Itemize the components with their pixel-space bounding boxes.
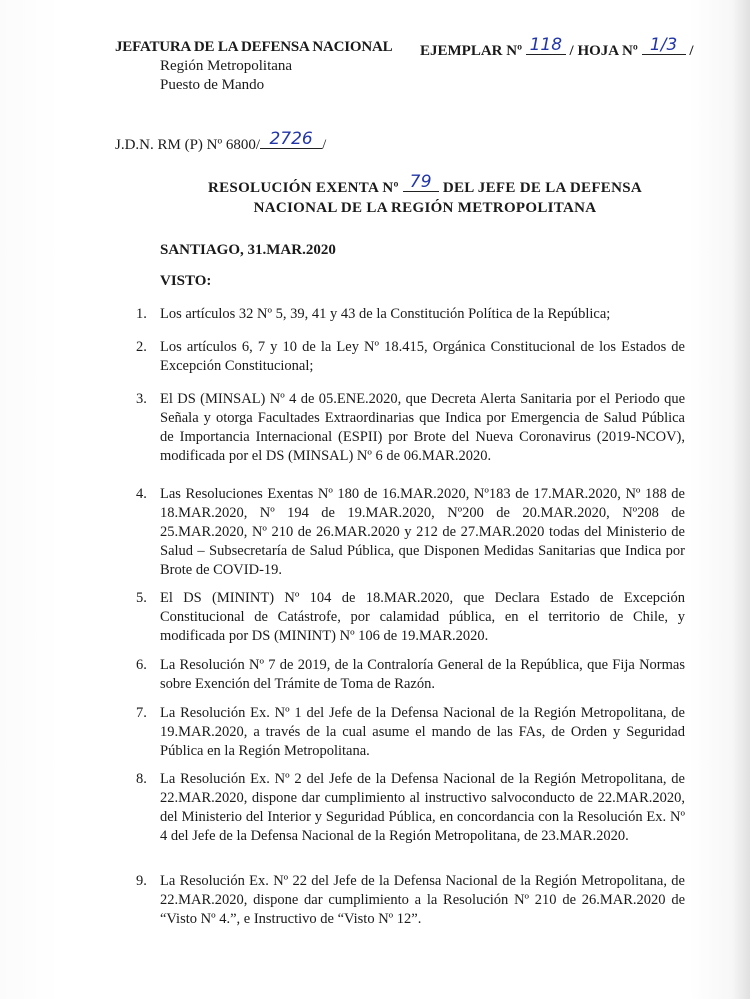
- item-number: 1.: [136, 306, 147, 322]
- item-number: 3.: [136, 391, 147, 407]
- resolution-title-suffix: DEL JEFE DE LA DEFENSA: [442, 180, 642, 196]
- reference-suffix: /: [322, 137, 327, 153]
- reference-prefix: J.D.N. RM (P) Nº 6800/: [115, 137, 261, 153]
- resolution-title: [115, 172, 735, 218]
- visto-item-9: [136, 872, 685, 929]
- ejemplar-handwritten-value: 118: [529, 35, 563, 55]
- reference-number: [115, 129, 327, 154]
- resolution-handwritten-number: 79: [409, 172, 432, 192]
- resolution-title-line2: NACIONAL DE LA REGIÓN METROPOLITANA: [253, 200, 597, 216]
- item-number: 4.: [136, 486, 147, 502]
- item-text: Los artículos 32 Nº 5, 39, 41 y 43 de la Constitución Política de la República;: [160, 306, 611, 322]
- item-number: 2.: [136, 339, 147, 355]
- copy-sheet-info: [420, 35, 694, 60]
- item-text: Los artículos 6, 7 y 10 de la Ley Nº 18.415, Orgánica Constitucional de los Estados de Excepción Constitucional;: [160, 339, 685, 374]
- hoja-end: /: [689, 43, 694, 59]
- ejemplar-field: [526, 35, 566, 55]
- document-date: SANTIAGO, 31.MAR.2020: [160, 242, 336, 258]
- page-edge-shadow: [732, 0, 750, 999]
- visto-item-8: [136, 770, 685, 846]
- item-text: La Resolución Ex. Nº 1 del Jefe de la Defensa Nacional de la Región Metropolitana, de 19.MAR.2020, a través de la cual asume el mando de las FAs, de Orden y Seguridad Pública en la Región Metropolitana.: [160, 705, 685, 759]
- item-text: El DS (MININT) Nº 104 de 18.MAR.2020, que Declara Estado de Excepción Constitucional de Catástrofe, por calamidad pública, en el territorio de Chile, y modificada por DS (MININT) Nº 106 de 19.MAR.2020.: [160, 590, 685, 644]
- item-number: 5.: [136, 590, 147, 606]
- visto-item-3: [136, 390, 685, 466]
- visto-item-4: [136, 485, 685, 580]
- reference-field: [260, 129, 322, 149]
- resolution-title-prefix: RESOLUCIÓN EXENTA Nº: [208, 180, 399, 196]
- hoja-handwritten-value: 1/3: [649, 35, 678, 55]
- hoja-field: [642, 35, 686, 55]
- visto-item-7: [136, 704, 685, 761]
- org-name: JEFATURA DE LA DEFENSA NACIONAL: [115, 39, 393, 55]
- reference-handwritten-number: 2726: [269, 129, 313, 149]
- resolution-number-field: [403, 172, 439, 192]
- item-number: 7.: [136, 705, 147, 721]
- org-unit: Puesto de Mando: [160, 77, 265, 93]
- item-text: Las Resoluciones Exentas Nº 180 de 16.MAR.2020, Nº183 de 17.MAR.2020, Nº 188 de 18.MAR.2020, Nº 194 de 19.MAR.2020, Nº200 de 20.MAR.2020, Nº208 de 25.MAR.2020, Nº 210 de 26.MAR.2020 y 212 de 27.MAR.2020 todas del Ministerio de Salud – Subsecretaría de Salud Pública, que Disponen Medidas Sanitarias que Indica por Brote de COVID-19.: [160, 486, 685, 578]
- item-number: 8.: [136, 771, 147, 787]
- visto-item-6: [136, 656, 685, 694]
- item-text: La Resolución Nº 7 de 2019, de la Contraloría General de la República, que Fija Normas sobre Exención del Trámite de Toma de Razón.: [160, 657, 685, 692]
- item-text: La Resolución Ex. Nº 22 del Jefe de la Defensa Nacional de la Región Metropolitana, de 22.MAR.2020, dispone dar cumplimiento a la Resolución Nº 210 de 26.MAR.2020 de “Visto Nº 4.”, e Instructivo de “Visto Nº 12”.: [160, 873, 685, 927]
- item-text: La Resolución Ex. Nº 2 del Jefe de la Defensa Nacional de la Región Metropolitana, de 22.MAR.2020, dispone dar cumplimiento al instructivo salvoconducto de 22.MAR.2020, del Ministerio del Interior y Seguridad Pública, en concordancia con la Resolución Ex. Nº 4 del Jefe de la Defensa Nacional de la Región Metropolitana, de 23.MAR.2020.: [160, 771, 685, 844]
- item-number: 6.: [136, 657, 147, 673]
- item-number: 9.: [136, 873, 147, 889]
- ejemplar-label: EJEMPLAR Nº: [420, 43, 523, 59]
- visto-item-2: [136, 338, 685, 376]
- resolution-title-line1: [115, 172, 735, 198]
- visto-heading: VISTO:: [160, 273, 212, 289]
- visto-item-5: [136, 589, 685, 646]
- org-region: Región Metropolitana: [160, 58, 293, 74]
- hoja-label: / HOJA Nº: [569, 43, 638, 59]
- visto-item-1: [136, 305, 685, 324]
- organization-header: [115, 38, 392, 95]
- item-text: El DS (MINSAL) Nº 4 de 05.ENE.2020, que Decreta Alerta Sanitaria por el Periodo que Señala y otorga Facultades Extraordinarias que Indica por Emergencia de Salud Pública de Importancia Internacional (ESPII) por Brote del Nueva Coronavirus (2019-NCOV), modificada por el DS (MINSAL) Nº 6 de 06.MAR.2020.: [160, 391, 685, 464]
